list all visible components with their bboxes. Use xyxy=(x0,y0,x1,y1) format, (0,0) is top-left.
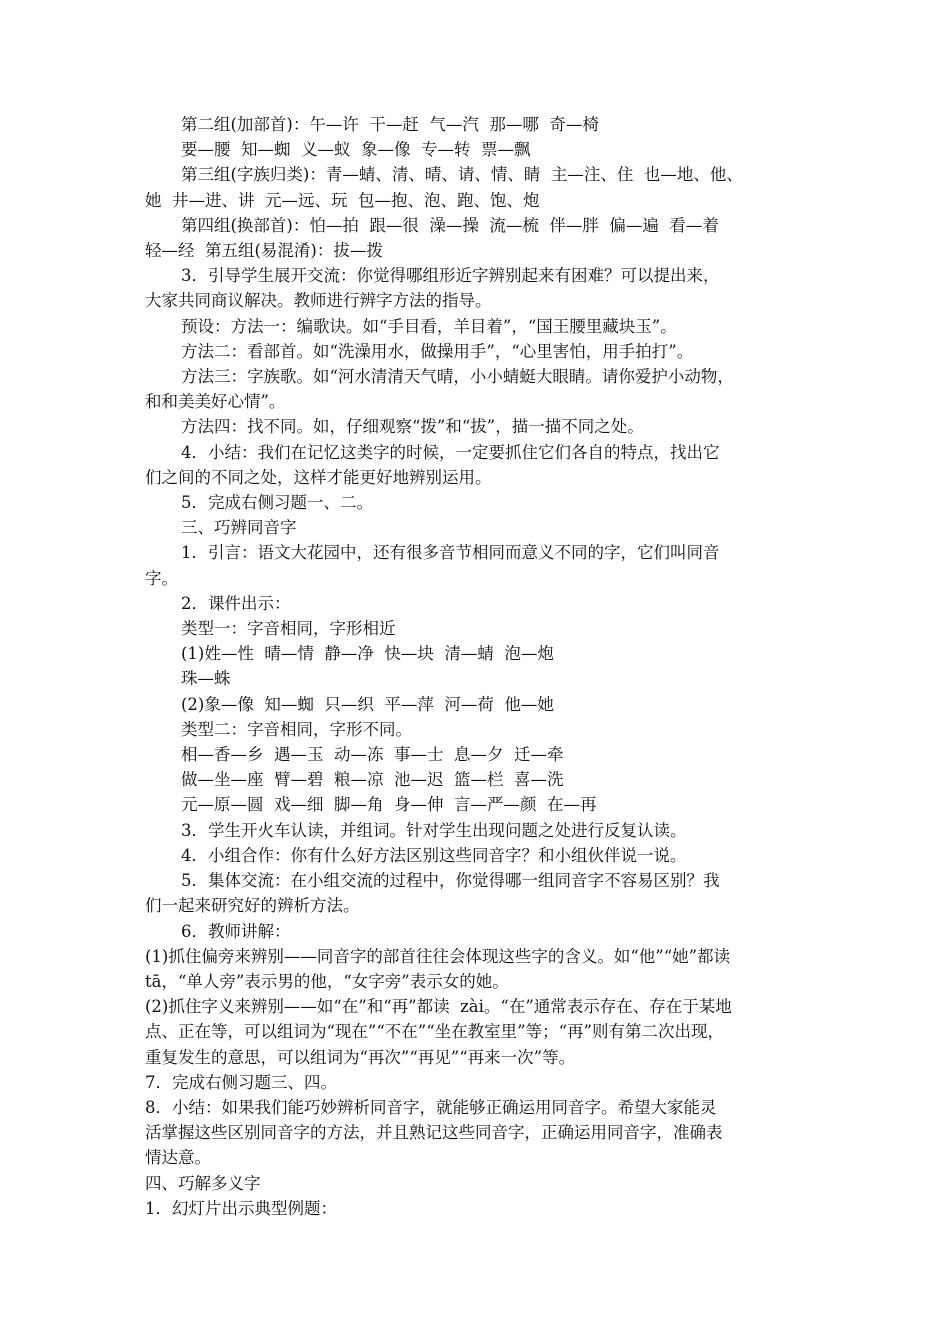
text-line: 三、巧辨同音字 xyxy=(181,518,297,538)
text-line: 轻—经 第五组(易混淆)：拔—拨 xyxy=(145,241,383,261)
text-line: (1)姓—性 晴—情 静—净 快—块 清—蜻 泡—炮 xyxy=(181,644,554,664)
text-line: 做—坐—座 臂—碧 粮—凉 池—迟 篮—栏 喜—洗 xyxy=(181,770,564,790)
text-line: 2．课件出示： xyxy=(181,593,291,613)
text-line: (2)抓住字义来辨别——如“在”和“再”都读 zài。“在”通常表示存在、存在于某地 xyxy=(145,997,732,1017)
text-line: 珠—蛛 xyxy=(181,669,231,689)
text-line: 第三组(字族归类)：青—蜻、清、晴、请、情、睛 主—注、住 也—地、他、 xyxy=(181,165,743,185)
text-line: 活掌握这些区别同音字的方法，并且熟记这些同音字，正确运用同音字，准确表 xyxy=(145,1123,723,1143)
text-line: 情达意。 xyxy=(145,1148,211,1168)
text-line: 5．完成右侧习题一、二。 xyxy=(181,493,373,513)
text-line: 3．引导学生展开交流：你觉得哪组形近字辨别起来有困难？可以提出来， xyxy=(181,266,720,286)
text-line: 第二组(加部首)：午—许 干—赶 气—汽 那—哪 奇—椅 xyxy=(181,115,599,134)
text-line: 方法二：看部首。如“洗澡用水，做操用手”，“心里害怕，用手拍打”。 xyxy=(181,341,694,361)
text-line: 们之间的不同之处，这样才能更好地辨别运用。 xyxy=(145,467,492,487)
text-line: 预设：方法一：编歌诀。如“手目看，羊目着”，“国王腰里藏块玉”。 xyxy=(181,316,677,336)
text-line: 大家共同商议解决。教师进行辨字方法的指导。 xyxy=(145,291,492,311)
text-line: 类型二：字音相同，字形不同。 xyxy=(181,719,412,739)
text-line: 8．小结：如果我们能巧妙辨析同音字，就能够正确运用同音字。希望大家能灵 xyxy=(145,1097,717,1117)
text-line: 5．集体交流：在小组交流的过程中，你觉得哪一组同音字不容易区别？我 xyxy=(181,871,720,891)
text-line: 方法三：字族歌。如“河水清清天气晴，小小蜻蜓大眼睛。请你爱护小动物， xyxy=(181,367,734,387)
text-line: 相—香—乡 遇—玉 动—冻 事—士 息—夕 迁—牵 xyxy=(181,745,564,765)
text-line: (2)象—像 知—蜘 只—织 平—萍 河—荷 他—她 xyxy=(181,694,554,714)
text-line: 要—腰 知—蜘 义—蚁 象—像 专—转 票—飘 xyxy=(181,140,531,160)
text-line: 第四组(换部首)：怕—拍 跟—很 澡—操 流—梳 伴—胖 偏—遍 看—着 xyxy=(181,215,719,235)
text-line: 3．学生开火车认读，并组词。针对学生出现问题之处进行反复认读。 xyxy=(181,820,687,840)
text-line: 四、巧解多义字 xyxy=(145,1173,261,1193)
text-line: 类型一：字音相同，字形相近 xyxy=(181,619,396,639)
text-line: 她 井—进、讲 元—远、玩 包—抱、泡、跑、饱、炮 xyxy=(145,190,540,210)
document-body xyxy=(145,112,810,1221)
text-line: 元—原—圆 戏—细 脚—角 身—伸 言—严—颜 在—再 xyxy=(181,795,597,815)
text-line: 们一起来研究好的辨析方法。 xyxy=(145,896,360,916)
text-line: 点、正在等，可以组词为“现在”“不在”“坐在教室里”等；“再”则有第二次出现， xyxy=(145,1022,724,1042)
text-line: 和和美美好心情”。 xyxy=(145,392,286,412)
text-line: 字。 xyxy=(145,568,178,588)
text-line: 6．教师讲解： xyxy=(181,921,291,941)
text-line: tā，“单人旁”表示男的他，“女字旁”表示女的她。 xyxy=(145,971,509,991)
text-line: (1)抓住偏旁来辨别——同音字的部首往往会体现这些字的含义。如“他”“她”都读 xyxy=(145,946,731,966)
text-line: 方法四：找不同。如，仔细观察“拨”和“拔”，描一描不同之处。 xyxy=(181,417,644,437)
text-line: 4．小结：我们在记忆这类字的时候，一定要抓住它们各自的特点，找出它 xyxy=(181,442,720,462)
text-line: 7．完成右侧习题三、四。 xyxy=(145,1072,337,1092)
text-line: 1．引言：语文大花园中，还有很多音节相同而意义不同的字，它们叫同音 xyxy=(181,543,720,563)
text-line: 重复发生的意思，可以组词为“再次”“再见”“再来一次”等。 xyxy=(145,1047,576,1067)
text-line: 1．幻灯片出示典型例题： xyxy=(145,1198,337,1218)
text-line: 4．小组合作：你有什么好方法区别这些同音字？和小组伙伴说一说。 xyxy=(181,845,687,865)
